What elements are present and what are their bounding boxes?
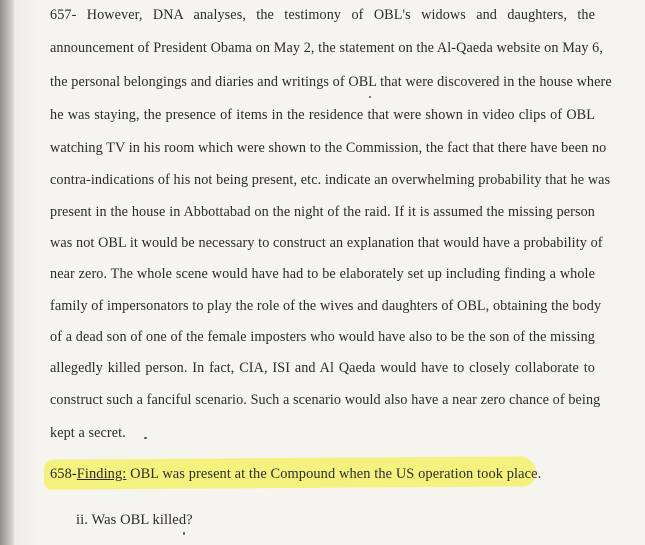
finding-658	[50, 462, 595, 486]
paragraph-657-line-8: was not OBL it would be necessary to construct an explanation that would have a probability of	[50, 235, 603, 251]
paragraph-657-line-2: announcement of President Obama on May 2, the statement on the Al-Qaeda website on May 6,	[50, 40, 604, 56]
paragraph-657-line-10: family of impersonators to play the role of the wives and daughters of OBL, obtaining the body	[50, 298, 602, 314]
paragraph-657-line-14: kept a secret.	[50, 425, 126, 441]
paragraph-657-line-13: construct such a fanciful scenario. Such a scenario would also have a near zero chance of being	[50, 392, 601, 408]
finding-number: 658-	[50, 466, 77, 482]
paragraph-657-line-3: the personal belongings and diaries and writings of OBL that were discovered in the house where	[50, 74, 612, 90]
finding-label: Finding:	[76, 466, 127, 482]
paragraph-657-line-9: near zero. The whole scene would have had to be elaborately set up including finding a whole	[50, 266, 595, 282]
finding-text: OBL was present at the Compound when the US operation took place.	[126, 466, 542, 482]
paragraph-657-line-7: present in the house in Abbottabad on the night of the raid. If it is assumed the missing person	[50, 204, 595, 220]
subheading-was-obl-killed: ii. Was OBL killed?	[76, 512, 193, 528]
scan-speck	[144, 437, 147, 439]
paragraph-657-line-12: allegedly killed person. In fact, CIA, ISI and Al Qaeda would have to closely collaborate to	[50, 360, 595, 376]
paragraph-657-line-6: contra-indications of his not being present, etc. indicate an overwhelming probability that he was	[50, 172, 611, 188]
scan-speck	[369, 96, 371, 98]
paragraph-657-line-1: 657- However, DNA analyses, the testimony of OBL's widows and daughters, the	[50, 7, 595, 23]
paragraph-657-line-11: of a dead son of one of the female imposters who would have also to be the son of the missing	[50, 329, 595, 345]
paragraph-657-line-5: watching TV in his room which were shown to the Commission, the fact that there have been no	[50, 140, 607, 156]
scan-shadow-edge	[0, 0, 14, 545]
paragraph-657-line-4: he was staying, the presence of items in the residence that were shown in video clips of OBL	[50, 107, 595, 123]
scan-speck	[183, 532, 185, 535]
